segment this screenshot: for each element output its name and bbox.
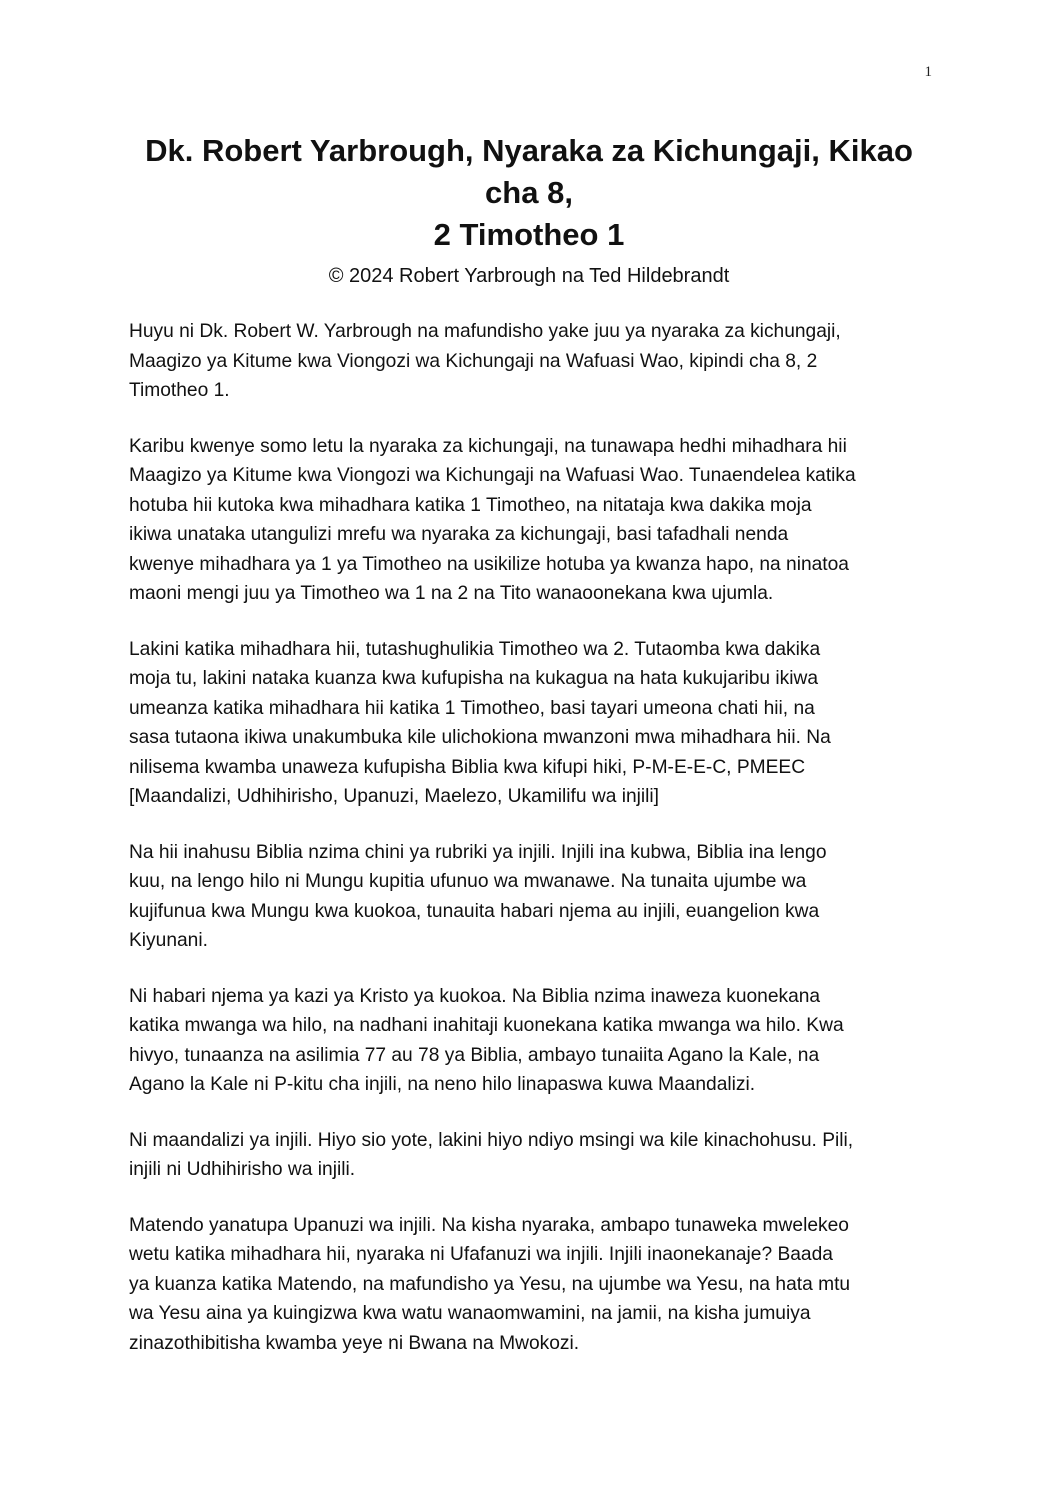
text-line: Maagizo ya Kitume kwa Viongozi wa Kichungaji na Wafuasi Wao, kipindi cha 8, 2 [129,350,818,372]
text-line: sasa tutaona ikiwa unakumbuka kile ulichokiona mwanzoni mwa mihadhara hii. Na [129,727,831,748]
text-line: Timotheo 1. [129,380,230,401]
text-line: injili ni Udhihirisho wa injili. [129,1159,356,1180]
page-number: 1 [924,64,932,80]
text-line: umeanza katika mihadhara hii katika 1 Timotheo, basi tayari umeona chati hii, na [129,697,815,719]
text-line: maoni mengi juu ya Timotheo wa 1 na 2 na Tito wanaoonekana kwa ujumla. [129,583,774,604]
text-line: Ni maandalizi ya injili. Hiyo sio yote, lakini hiyo ndiyo msingi wa kile kinachohusu. Pili, [129,1129,854,1151]
paragraph [129,432,929,609]
text-line: Karibu kwenye somo letu la nyaraka za kichungaji, na tunawapa hedhi mihadhara hii [129,435,847,457]
title-line: cha 8, [485,175,573,210]
paragraph [129,1211,929,1359]
text-line: zinazothibitisha kwamba yeye ni Bwana na Mwokozi. [129,1332,580,1354]
text-line: kujifunua kwa Mungu kwa kuokoa, tunauita habari njema au injili, euangelion kwa [129,900,820,922]
text-line: hivyo, tunaanza na asilimia 77 au 78 ya Biblia, ambayo tunaiita Agano la Kale, na [129,1044,820,1066]
document-title [100,130,958,256]
text-line: kwenye mihadhara ya 1 ya Timotheo na usikilize hotuba ya kwanza hapo, na ninatoa [129,553,849,575]
paragraph [129,635,929,812]
paragraph [129,838,929,956]
text-line: Kiyunani. [129,930,208,951]
text-line: kuu, na lengo hilo ni Mungu kupitia ufunuo wa mwanawe. Na tunaita ujumbe wa [129,871,807,892]
text-line: Agano la Kale ni P-kitu cha injili, na neno hilo linapaswa kuwa Maandalizi. [129,1074,756,1095]
paragraph [129,1126,929,1185]
paragraph [129,982,929,1100]
text-line: moja tu, lakini nataka kuanza kwa kufupisha na kukagua na hata kukujaribu ikiwa [129,668,819,689]
text-line: Maagizo ya Kitume kwa Viongozi wa Kichungaji na Wafuasi Wao. Tunaendelea katika [129,465,856,486]
text-line: wetu katika mihadhara hii, nyaraka ni Ufafanuzi wa injili. Injili inaonekanaje? Baada [129,1244,833,1265]
title-line: Dk. Robert Yarbrough, Nyaraka za Kichungaji, Kikao [145,133,913,168]
text-line: katika mwanga wa hilo, na nadhani inahitaji kuonekana katika mwanga wa hilo. Kwa [129,1015,844,1036]
text-line: Lakini katika mihadhara hii, tutashughulikia Timotheo wa 2. Tutaomba kwa dakika [129,638,821,660]
text-line: Matendo yanatupa Upanuzi wa injili. Na kisha nyaraka, ambapo tunaweka mwelekeo [129,1214,849,1236]
paragraph [129,317,929,406]
title-line: 2 Timotheo 1 [433,217,625,252]
text-line: [Maandalizi, Udhihirisho, Upanuzi, Maelezo, Ukamilifu wa injili] [129,786,660,807]
text-line: nilisema kwamba unaweza kufupisha Biblia kwa kifupi hiki, P-M-E-E-C, PMEEC [129,756,806,778]
text-line: wa Yesu aina ya kuingizwa kwa watu wanaomwamini, na jamii, na kisha jumuiya [129,1303,811,1324]
text-line: Huyu ni Dk. Robert W. Yarbrough na mafundisho yake juu ya nyaraka za kichungaji, [129,321,841,342]
text-line: Na hii inahusu Biblia nzima chini ya rubriki ya injili. Injili ina kubwa, Biblia ina lengo [129,841,827,863]
copyright-notice: © 2024 Robert Yarbrough na Ted Hildebrandt [328,265,730,287]
text-line: ya kuanza katika Matendo, na mafundisho ya Yesu, na ujumbe wa Yesu, na hata mtu [129,1273,851,1295]
document-body [129,317,929,1384]
text-line: hotuba hii kutoka kwa mihadhara katika 1 Timotheo, na nitataja kwa dakika moja [129,494,812,516]
text-line: ikiwa unataka utangulizi mrefu wa nyaraka za kichungaji, basi tafadhali nenda [129,524,789,545]
text-line: Ni habari njema ya kazi ya Kristo ya kuokoa. Na Biblia nzima inaweza kuonekana [129,985,821,1007]
